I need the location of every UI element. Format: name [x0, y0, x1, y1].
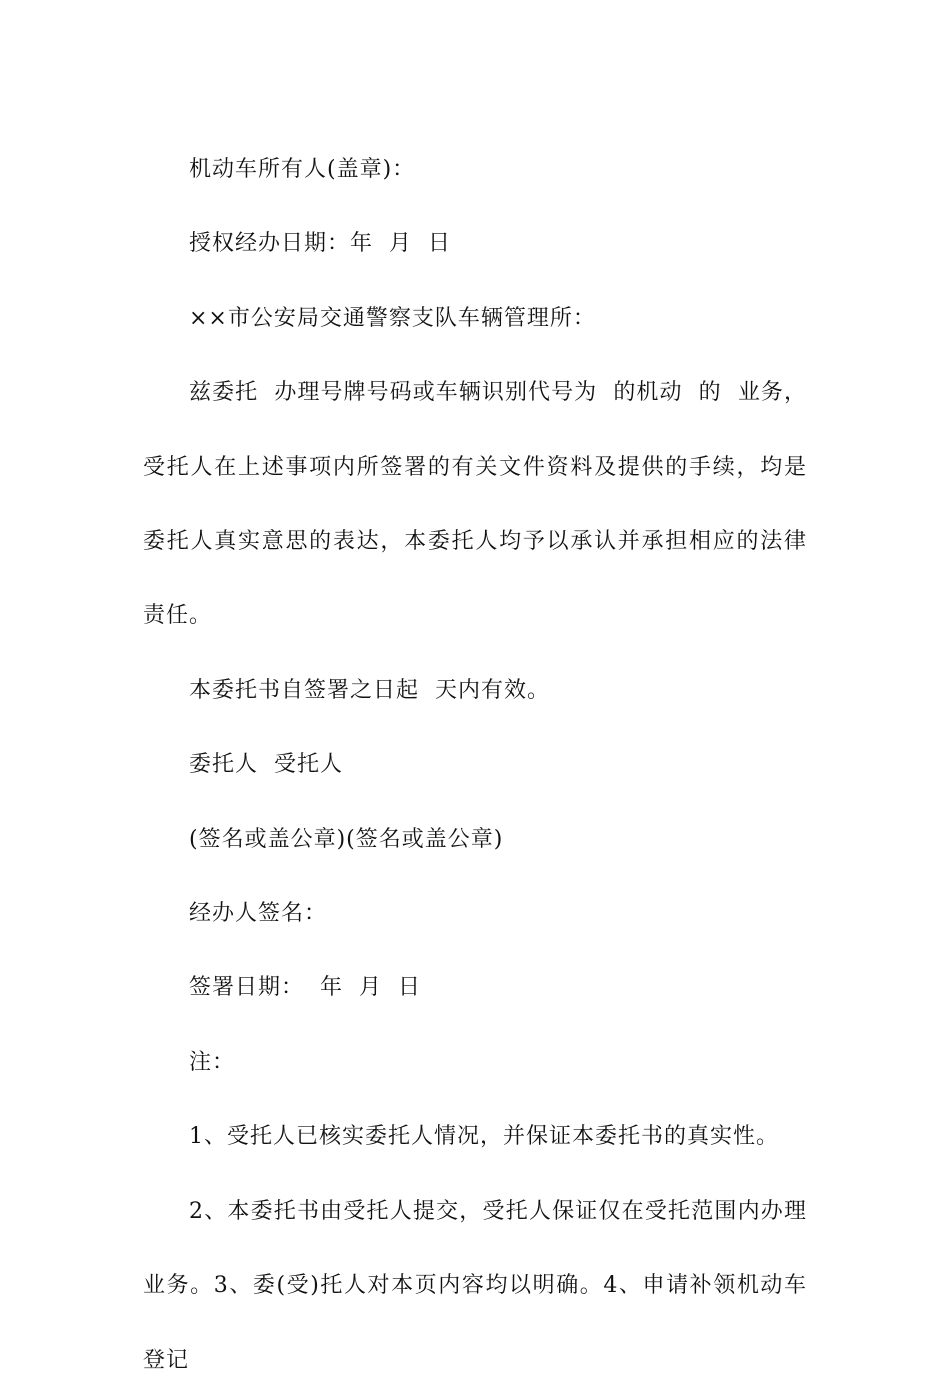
- agent-signature-line: 经办人签名：: [189, 901, 328, 927]
- authorization-date-line: 授权经办日期：年 月 日: [189, 231, 451, 257]
- owner-seal-line: 机动车所有人(盖章)：: [189, 157, 416, 182]
- entrust-paragraph: 兹委托 办理号牌号码或车辆识别代号为 的机动 的 业务， 受托人在上述事项内所签署的有关文件资料及提供的手续，均是委托人真实意思的表达，本委托人均予以承认并承担相应的法律责任。: [143, 380, 823, 629]
- signature-notes-line: (签名或盖公章)(签名或盖公章): [189, 826, 504, 852]
- note-heading: 注：: [189, 1049, 236, 1075]
- addressee-line: ××市公安局交通警察支队车辆管理所：: [189, 305, 596, 331]
- note-item-2-and-more: 2、本委托书由受托人提交，受托人保证仅在受托范围内办理业务。3、委(受)托人对本页内容均以明确。4、申请补领机动车登记: [143, 1198, 807, 1373]
- parties-line: 委托人 受托人: [189, 752, 343, 778]
- validity-line: 本委托书自签署之日起 天内有效。: [189, 677, 550, 703]
- note-item-1: 1、受托人已核实委托人情况，并保证本委托书的真实性。: [189, 1124, 779, 1150]
- document-body: [143, 133, 823, 1398]
- sign-date-line: 签署日期： 年 月 日: [189, 975, 421, 1001]
